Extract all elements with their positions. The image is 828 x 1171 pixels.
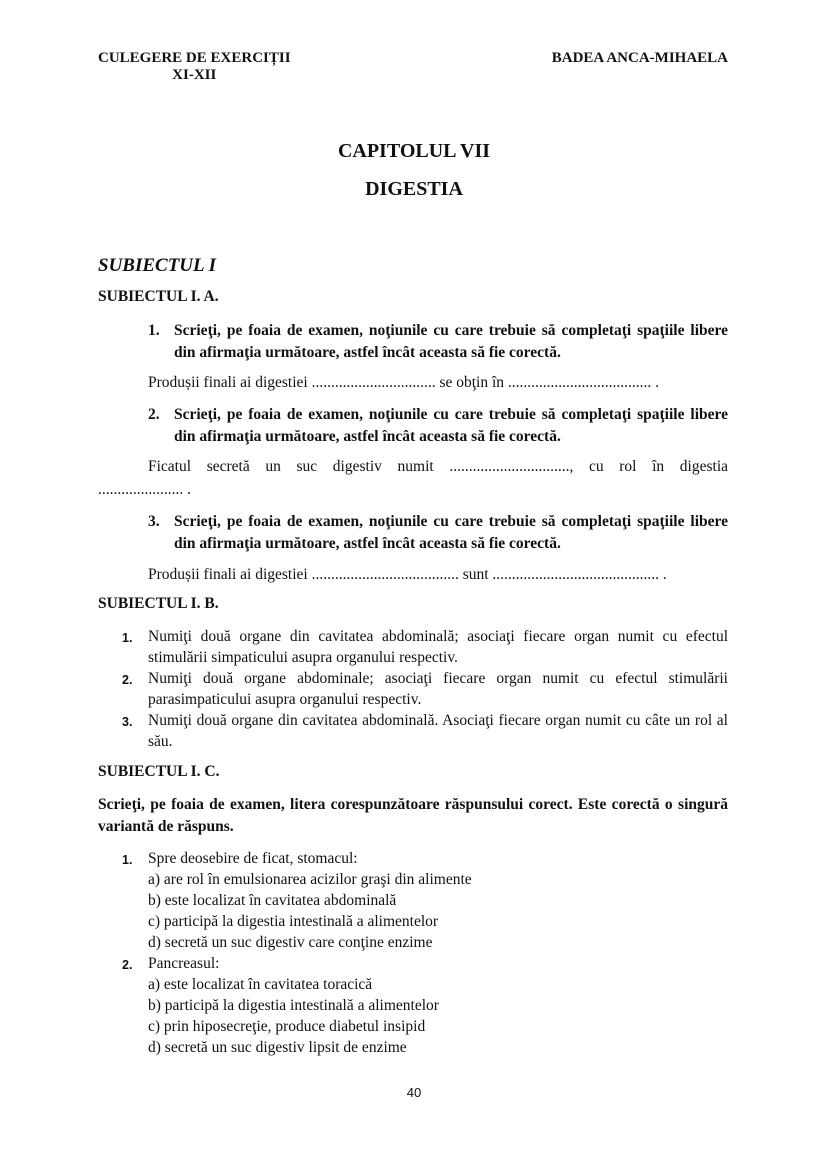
statement-a2: Ficatul secretă un suc digestiv numit ..............................., cu rol în digestia	[148, 458, 728, 475]
question-text: Scrieţi, pe foaia de examen, noţiunile cu care trebuie să completaţi spaţiile libere din afirmaţia următoare, astfel încât aceasta să fie corectă.	[174, 513, 728, 552]
question-c1	[122, 848, 728, 869]
question-a3	[148, 511, 728, 554]
question-number: 2.	[148, 406, 160, 423]
section-b-list	[122, 626, 728, 752]
chapter-title: DIGESTIA	[365, 178, 463, 200]
statement-a1: Produșii finali ai digestiei ................................ se obţin în ..................................... .	[148, 374, 660, 391]
question-text: Scrieţi, pe foaia de examen, noţiunile cu care trebuie să completaţi spaţiile libere din afirmaţia următoare, astfel încât aceasta să fie corectă.	[174, 406, 728, 445]
question-number: 1.	[148, 322, 160, 339]
question-stem: Spre deosebire de ficat, stomacul:	[148, 850, 358, 867]
option: d) secretă un suc digestiv care conţine enzime	[148, 934, 433, 951]
section-c-instruction: Scrieţi, pe foaia de examen, litera corespunzătoare răspunsului corect. Este corectă o singură variantă de răspuns.	[98, 796, 728, 835]
subject-heading: SUBIECTUL I	[98, 255, 217, 276]
option: c) participă la digestia intestinală a alimentelor	[148, 913, 439, 930]
list-item	[122, 668, 728, 710]
option: d) secretă un suc digestiv lipsit de enzime	[148, 1039, 407, 1056]
option: a) este localizat în cavitatea toracică	[148, 976, 373, 993]
option: c) prin hiposecreţie, produce diabetul insipid	[148, 1018, 426, 1035]
item-text: Numiţi două organe abdominale; asociaţi fiecare organ numit cu efectul stimulării parasimpaticului asupra organului respectiv.	[148, 670, 728, 708]
header-left	[98, 50, 291, 84]
book-title: CULEGERE DE EXERCIȚII	[98, 50, 291, 66]
question-stem: Pancreasul:	[148, 955, 220, 972]
question-c2	[122, 953, 728, 974]
item-number: 3.	[122, 715, 133, 729]
item-text: Numiţi două organe din cavitatea abdominală. Asociaţi fiecare organ numit cu câte un rol al său.	[148, 712, 728, 750]
list-item	[122, 626, 728, 668]
section-a-heading: SUBIECTUL I. A.	[98, 288, 219, 305]
chapter-number: CAPITOLUL VII	[337, 140, 491, 162]
statement-a2-continued: ...................... .	[98, 481, 191, 498]
book-grades: XI-XII	[172, 67, 217, 83]
section-b-heading: SUBIECTUL I. B.	[98, 595, 219, 612]
option: a) are rol în emulsionarea acizilor graşi din alimente	[148, 871, 472, 888]
item-number: 2.	[122, 673, 133, 687]
item-number: 1.	[122, 631, 133, 645]
option: b) participă la digestia intestinală a alimentelor	[148, 997, 439, 1014]
page-number: 40	[406, 1085, 422, 1100]
section-c-heading: SUBIECTUL I. C.	[98, 763, 220, 780]
author: BADEA ANCA-MIHAELA	[551, 50, 728, 66]
item-number: 2.	[122, 958, 133, 972]
item-number: 1.	[122, 853, 133, 867]
statement-a3: Produșii finali ai digestiei ...................................... sunt ........................................... .	[148, 566, 667, 583]
question-a1	[148, 320, 728, 363]
question-text: Scrieţi, pe foaia de examen, noţiunile cu care trebuie să completaţi spaţiile libere din afirmaţia următoare, astfel încât aceasta să fie corectă.	[174, 322, 728, 361]
question-a2	[148, 404, 728, 447]
item-text: Numiţi două organe din cavitatea abdominală; asociaţi fiecare organ numit cu efectul stimulării simpaticului asupra organului respectiv.	[148, 628, 728, 666]
list-item	[122, 710, 728, 752]
question-number: 3.	[148, 513, 160, 530]
section-c-list	[122, 848, 728, 1058]
option: b) este localizat în cavitatea abdominală	[148, 892, 397, 909]
